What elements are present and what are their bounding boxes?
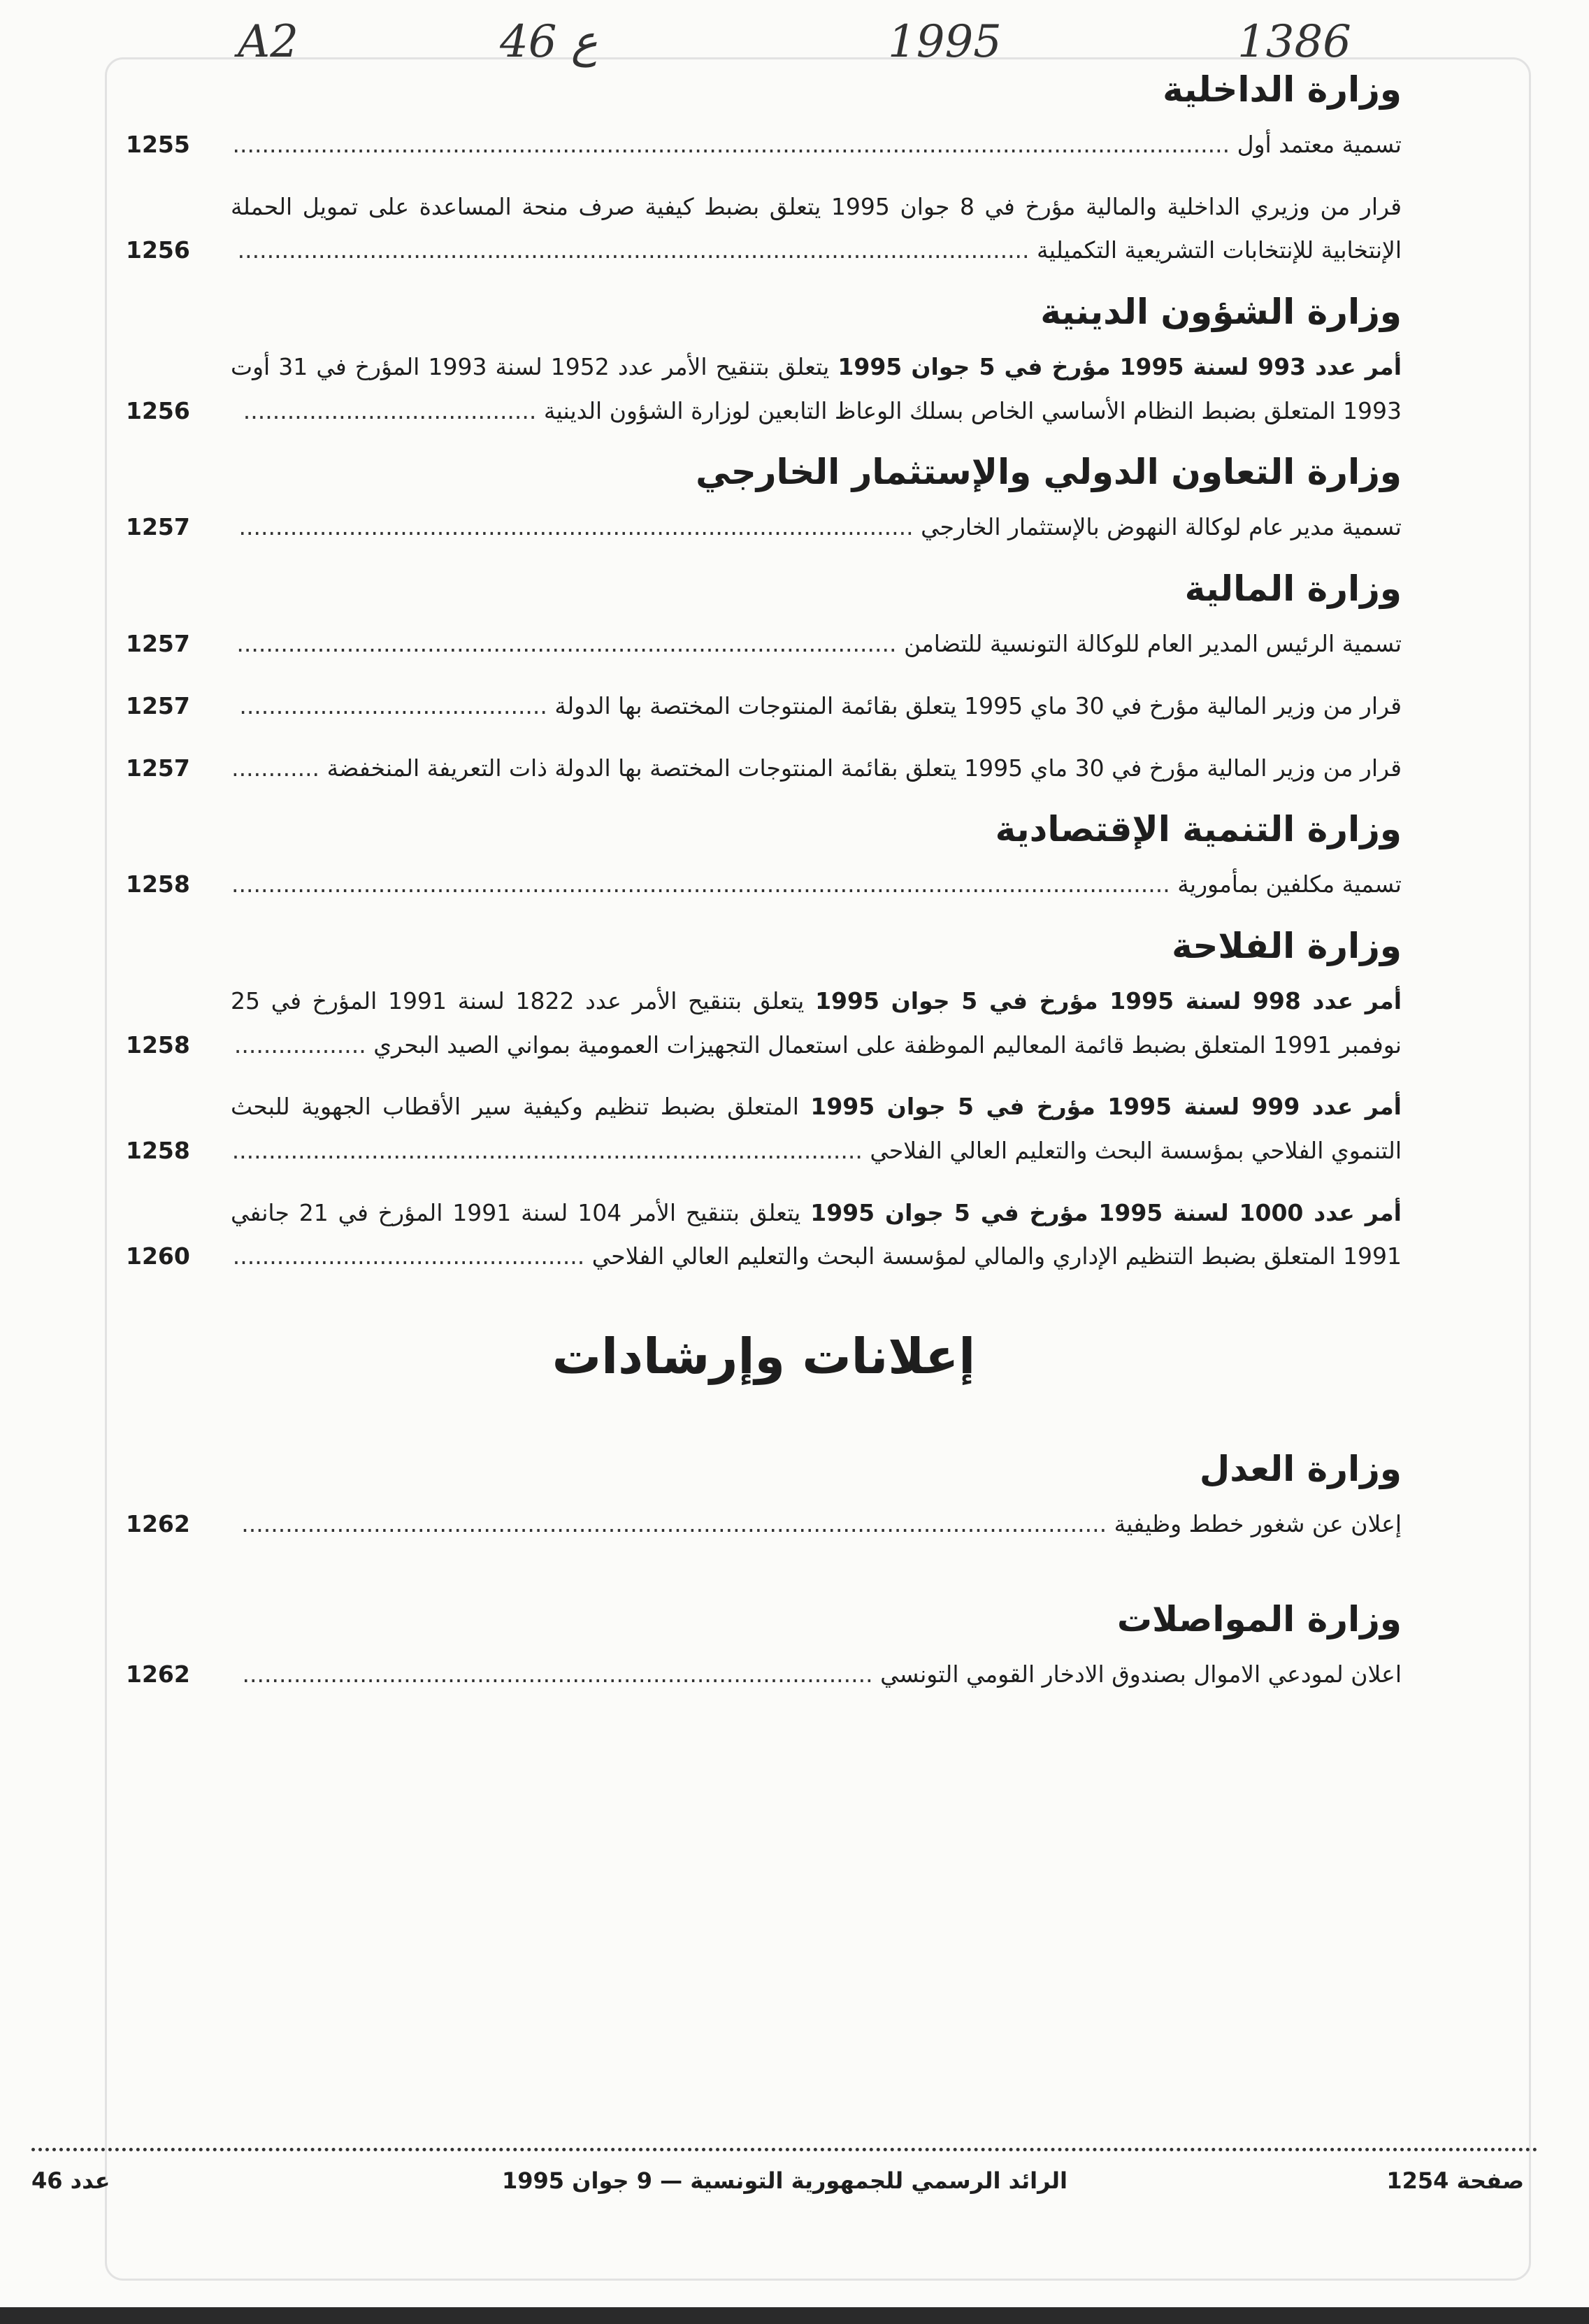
toc-entry-title: تسمية الرئيس المدير العام للوكالة التونسية للتضامن [903, 630, 1402, 658]
handwritten-mark-2: 46 ع [500, 16, 598, 68]
toc-entry-text [231, 123, 1402, 167]
toc-entry-text [231, 980, 1402, 1067]
dot-leader: ...................................................................................................................... [241, 1510, 1107, 1537]
scan-edge [0, 2307, 1589, 2324]
toc-entry-title: تسمية مدير عام لوكالة النهوض بالإستثمار الخارجي [921, 513, 1402, 541]
toc-entry-title: يتعلق بتنقيح الأمر عدد 1822 لسنة 1991 المؤرخ في 25 نوفمبر 1991 المتعلق بضبط قائمة المعاليم الموظفة على استعمال التجهيزات العمومية بمواني الصيد البحري [231, 987, 1402, 1059]
toc-page-number: 1257 [126, 513, 190, 541]
ministry-heading: وزارة المالية [1184, 568, 1402, 610]
dot-leader: ............................................................................................ [238, 513, 914, 541]
dot-leader: ................................................ [232, 1242, 585, 1270]
toc-entry-text [231, 1191, 1402, 1279]
spacer [126, 1565, 1402, 1593]
toc-page-number: 1260 [126, 1242, 190, 1270]
handwritten-mark-4: 1386 [1237, 16, 1351, 68]
dot-leader: ........................................................................................................................................ [232, 131, 1230, 158]
toc-entry [126, 622, 1402, 666]
footer-publication: الرائد الرسمي للجمهورية التونسية — 9 جوان 1995 [501, 2167, 1068, 2194]
footer-page-label: صفحة 1254 [1386, 2167, 1524, 2194]
toc-entry-title: يتعلق بتنقيح الأمر عدد 1952 لسنة 1993 المؤرخ في 31 أوت 1993 المتعلق بضبط النظام الأساسي الخاص بسلك الوعاظ التابعين لوزارة الشؤون الدينية [231, 353, 1402, 424]
page-footer [31, 2167, 1538, 2202]
toc-page-number: 1256 [126, 236, 190, 264]
toc-entry-lead: أمر عدد 993 لسنة 1995 مؤرخ في 5 جوان 1995 [837, 353, 1402, 381]
toc-page-number: 1258 [126, 1031, 190, 1059]
toc-entry-lead: أمر عدد 1000 لسنة 1995 مؤرخ في 5 جوان 1995 [810, 1198, 1402, 1226]
toc-page-number: 1262 [126, 1660, 190, 1688]
toc-entry [126, 1085, 1402, 1172]
toc-entry [126, 505, 1402, 550]
toc-page-number: 1257 [126, 630, 190, 658]
handwritten-mark-3: 1995 [888, 16, 1002, 68]
toc-entry [126, 1653, 1402, 1697]
toc-entry-text [231, 1502, 1402, 1547]
toc-entry [126, 185, 1402, 273]
dot-leader: .................. [233, 1031, 366, 1059]
toc-entry-text [231, 345, 1402, 433]
toc-entry [126, 863, 1402, 907]
toc-entry-text [231, 505, 1402, 550]
toc-entry-title: تسمية مكلفين بمأمورية [1177, 870, 1402, 898]
toc-entry-title: قرار من وزيري الداخلية والمالية مؤرخ في 8 جوان 1995 يتعلق بضبط كيفية صرف منحة المساعدة على تمويل الحملة الإنتخابية للإنتخابات التشريعية التكميلية [231, 192, 1402, 264]
dot-leader: ............................................................................................................ [237, 236, 1030, 264]
handwritten-mark-1: A2 [238, 16, 299, 68]
ministry-heading: وزارة التنمية الإقتصادية [995, 809, 1402, 850]
dot-leader: ............ [231, 754, 320, 782]
toc-entry-text [231, 747, 1402, 791]
toc-entry-title: قرار من وزير المالية مؤرخ في 30 ماي 1995 يتعلق بقائمة المنتوجات المختصة بها الدولة ذات التعريفة المنخفضة [326, 754, 1402, 782]
toc-entry-title: إعلان عن شغور خطط وظيفية [1114, 1510, 1402, 1537]
toc-entry-title: المتعلق بضبط تنظيم وكيفية سير الأقطاب الجهوية للبحث التنموي الفلاحي بمؤسسة البحث والتعليم العالي الفلاحي [231, 1093, 1402, 1164]
table-of-contents [126, 63, 1402, 1714]
toc-entry-title: تسمية معتمد أول [1237, 131, 1402, 158]
footer-rule [31, 2148, 1538, 2151]
ministry-heading: وزارة التعاون الدولي والإستثمار الخارجي [696, 452, 1402, 493]
toc-entry-text [231, 1085, 1402, 1172]
toc-entry-text [231, 863, 1402, 907]
toc-entry-text [231, 1653, 1402, 1697]
toc-page-number: 1258 [126, 870, 190, 898]
toc-entry-text [231, 684, 1402, 729]
ministry-heading: وزارة المواصلات [1116, 1598, 1402, 1640]
dot-leader: .......................................... [239, 691, 547, 719]
toc-page-number: 1255 [126, 131, 190, 158]
dot-leader: ...................................................................................... [231, 1136, 863, 1164]
dot-leader: ................................................................................................................................ [231, 870, 1170, 898]
toc-entry-title: اعلان لمودعي الاموال بصندوق الادخار القومي التونسي [880, 1660, 1402, 1688]
toc-entry-lead: أمر عدد 999 لسنة 1995 مؤرخ في 5 جوان 1995 [810, 1093, 1402, 1121]
toc-page-number: 1257 [126, 691, 190, 719]
ministry-heading: وزارة الشؤون الدينية [1040, 292, 1402, 333]
toc-entry-title: يتعلق بتنقيح الأمر 104 لسنة 1991 المؤرخ في 21 جانفي 1991 المتعلق بضبط التنظيم الإداري والمالي لمؤسسة البحث والتعليم العالي الفلاحي [231, 1198, 1402, 1270]
toc-entry [126, 345, 1402, 433]
toc-entry-title: قرار من وزير المالية مؤرخ في 30 ماي 1995 يتعلق بقائمة المنتوجات المختصة بها الدولة [554, 691, 1402, 719]
toc-entry [126, 980, 1402, 1067]
footer-issue: عدد 46 [31, 2167, 110, 2194]
toc-entry [126, 747, 1402, 791]
toc-entry [126, 1191, 1402, 1279]
dot-leader: .......................................................................................... [236, 630, 897, 658]
toc-page-number: 1257 [126, 754, 190, 782]
toc-entry [126, 123, 1402, 167]
toc-page-number: 1262 [126, 1510, 190, 1537]
toc-entry-text [231, 185, 1402, 273]
dot-leader: ...................................................................................... [242, 1660, 873, 1688]
announcements-heading: إعلانات وإرشادات [552, 1328, 976, 1385]
toc-page-number: 1256 [126, 396, 190, 424]
toc-entry-lead: أمر عدد 998 لسنة 1995 مؤرخ في 5 جوان 1995 [815, 987, 1402, 1014]
toc-page-number: 1258 [126, 1136, 190, 1164]
dot-leader: ........................................ [243, 396, 537, 424]
toc-entry [126, 684, 1402, 729]
ministry-heading: وزارة العدل [1199, 1449, 1402, 1489]
ministry-heading: وزارة الداخلية [1163, 69, 1402, 110]
ministry-heading: وزارة الفلاحة [1172, 925, 1402, 966]
toc-entry-text [231, 622, 1402, 666]
toc-entry [126, 1502, 1402, 1547]
